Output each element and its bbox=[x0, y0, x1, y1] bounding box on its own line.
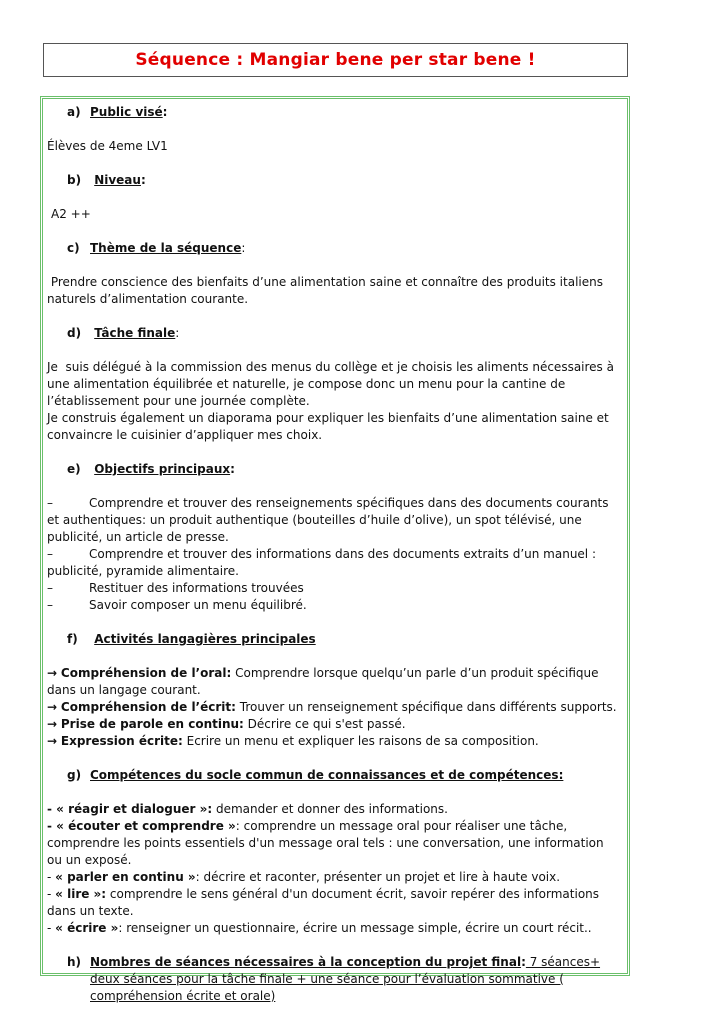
section-number: h) bbox=[67, 955, 82, 969]
section-number: f) bbox=[67, 632, 78, 646]
section-title: Objectifs principaux bbox=[94, 462, 231, 476]
list-item: - « écrire »: renseigner un questionnaire, écrire un message simple, écrire un court récit.. bbox=[47, 921, 592, 935]
section-h-heading: h) Nombres de séances nécessaires à la conception du projet final: 7 séances+ deux séances pour la tâche finale + une séance pour l’évaluation sommative ( compréhension écrite et orale) bbox=[67, 955, 601, 1003]
section-g-heading bbox=[67, 767, 622, 784]
list-item: → Prise de parole en continu: Décrire ce qui s'est passé. bbox=[47, 717, 406, 731]
section-title: Niveau bbox=[94, 173, 141, 187]
section-h-text: 7 séances+ deux séances pour la tâche finale + une séance pour l’évaluation sommative ( compréhension écrite et orale) bbox=[90, 955, 601, 1003]
list-item: – Restituer des informations trouvées bbox=[47, 581, 304, 595]
section-number: d) bbox=[67, 326, 82, 340]
list-item: - « réagir et dialoguer »: demander et donner des informations. bbox=[47, 802, 448, 816]
section-a-body: Élèves de 4eme LV1 bbox=[47, 139, 168, 153]
section-title: Activités langagières principales bbox=[94, 632, 316, 646]
list-item: – Comprendre et trouver des informations dans des documents extraits d’un manuel : publicité, pyramide alimentaire. bbox=[47, 547, 596, 578]
section-number: c) bbox=[67, 241, 80, 255]
section-f-heading bbox=[67, 631, 622, 648]
document-body bbox=[47, 104, 622, 1022]
section-number: b) bbox=[67, 173, 82, 187]
list-item: - « lire »: comprendre le sens général d'un document écrit, savoir repérer des informations dans un texte. bbox=[47, 887, 600, 918]
arrow-icon: → bbox=[47, 700, 58, 714]
section-b-heading: b) Niveau: bbox=[67, 173, 146, 187]
section-b-body: A2 ++ bbox=[51, 207, 91, 221]
section-number: g) bbox=[67, 768, 82, 782]
arrow-icon: → bbox=[47, 734, 58, 748]
section-d-body bbox=[47, 359, 622, 444]
arrow-icon: → bbox=[47, 666, 58, 680]
list-item: - « parler en continu »: décrire et raconter, présenter un projet et lire à haute voix. bbox=[47, 870, 561, 884]
section-title: Public visé bbox=[90, 105, 163, 119]
section-e-heading: e) Objectifs principaux: bbox=[67, 462, 235, 476]
paragraph: Je suis délégué à la commission des menus du collège et je choisis les aliments nécessaires à une alimentation équilibrée et naturelle, je compose donc un menu pour la cantine de l’établissement pour une journée complète. bbox=[47, 360, 618, 408]
section-a-heading: a) Public visé: bbox=[67, 105, 168, 119]
arrow-icon: → bbox=[47, 717, 58, 731]
list-item: → Expression écrite: Ecrire un menu et expliquer les raisons de sa composition. bbox=[47, 734, 539, 748]
section-title: Tâche finale bbox=[94, 326, 176, 340]
list-item: – Comprendre et trouver des renseignements spécifiques dans des documents courants et authentiques: un produit authentique (bouteilles d’huile d’olive), un spot télévisé, une publicité, un article de presse. bbox=[47, 496, 609, 544]
list-item: → Compréhension de l’écrit: Trouver un renseignement spécifique dans différents supports. bbox=[47, 700, 617, 714]
section-c-body: Prendre conscience des bienfaits d’une alimentation saine et connaître des produits italiens naturels d’alimentation courante. bbox=[47, 275, 607, 306]
paragraph: Je construis également un diaporama pour expliquer les bienfaits d’une alimentation saine et convaincre le cuisinier d’appliquer mes choix. bbox=[47, 411, 609, 442]
section-number: e) bbox=[67, 462, 81, 476]
list-item: – Savoir composer un menu équilibré. bbox=[47, 598, 307, 612]
section-title: Compétences du socle commun de connaissances et de compétences: bbox=[90, 768, 564, 782]
list-item: → Compréhension de l’oral: Comprendre lorsque quelqu’un parle d’un produit spécifique dans un langage courant. bbox=[47, 666, 599, 697]
page-title: Séquence : Mangiar bene per star bene ! bbox=[135, 50, 536, 70]
section-number: a) bbox=[67, 105, 81, 119]
objectives-list bbox=[47, 495, 622, 614]
section-title: Nombres de séances nécessaires à la conception du projet final bbox=[90, 955, 522, 969]
list-item: - « écouter et comprendre »: comprendre un message oral pour réaliser une tâche, comprendre les points essentiels d'un message oral tels : une conversation, une information ou un exposé. bbox=[47, 819, 604, 867]
title-box bbox=[43, 43, 628, 77]
section-c-heading: c) Thème de la séquence: bbox=[67, 241, 246, 255]
competences-list bbox=[47, 801, 622, 937]
section-d-heading: d) Tâche finale: bbox=[67, 326, 180, 340]
section-title: Thème de la séquence bbox=[90, 241, 242, 255]
activities-list bbox=[47, 665, 622, 750]
